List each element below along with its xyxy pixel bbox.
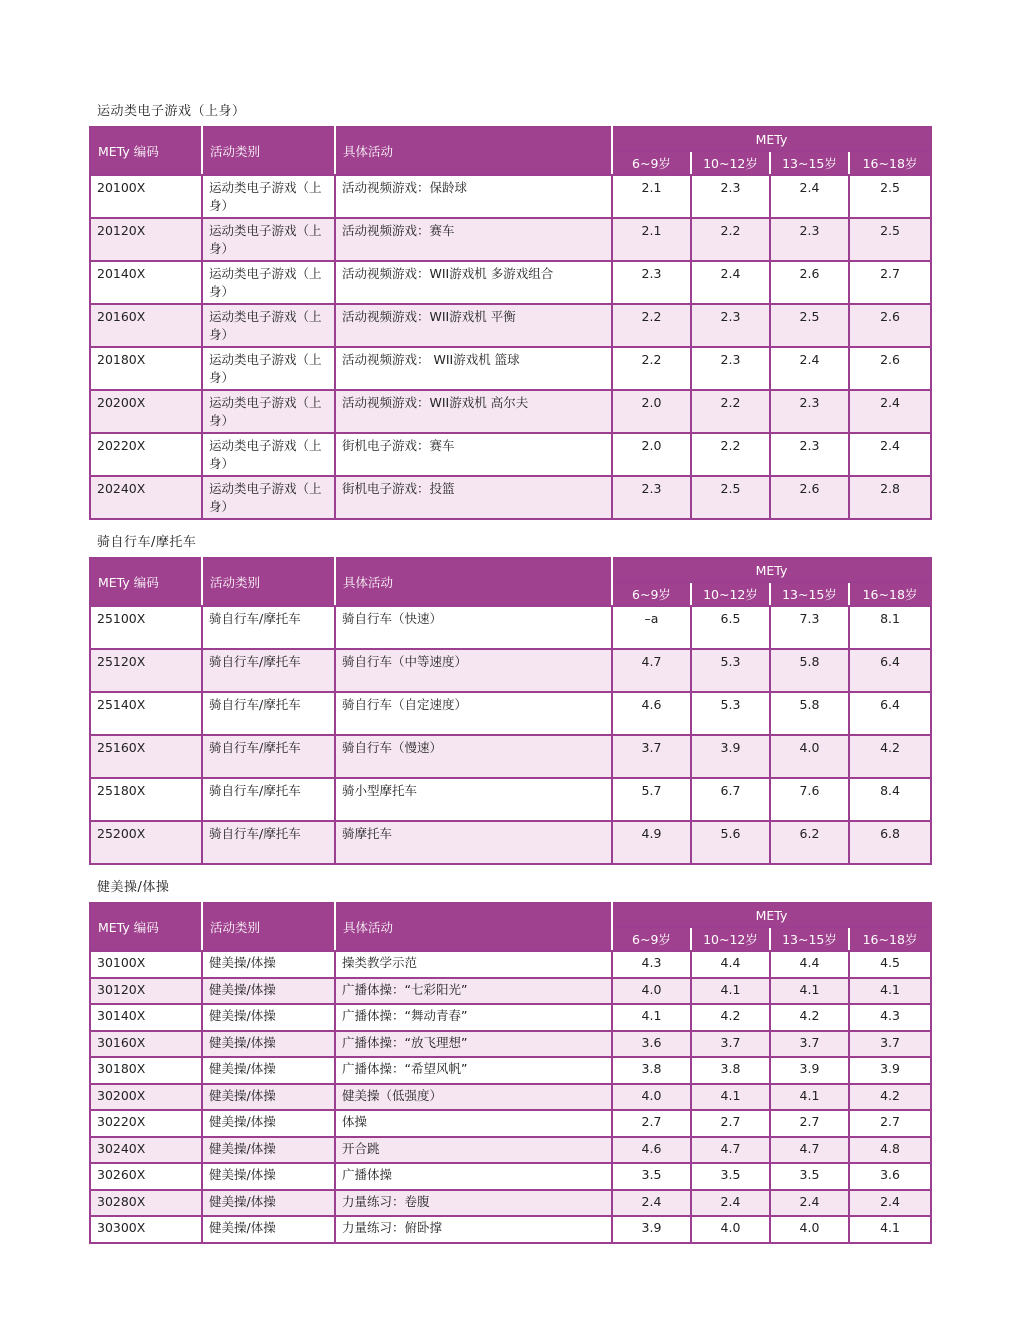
cell-mety-10-12: 2.4	[691, 1190, 770, 1217]
cell-mety-16-18: 2.6	[849, 304, 931, 347]
cell-mety-10-12: 4.2	[691, 1004, 770, 1031]
cell-activity: 活动视频游戏：WII游戏机 高尔夫	[335, 390, 612, 433]
cell-code: 30220X	[90, 1110, 202, 1137]
table-row	[90, 304, 931, 347]
cell-category: 健美操/体操	[202, 1004, 335, 1031]
table-row	[90, 433, 931, 476]
cell-category: 健美操/体操	[202, 1163, 335, 1190]
cell-mety-16-18: 4.2	[849, 1084, 931, 1111]
table-row	[90, 778, 931, 821]
cell-category: 健美操/体操	[202, 978, 335, 1005]
cell-mety-10-12: 3.7	[691, 1031, 770, 1058]
cell-code: 30200X	[90, 1084, 202, 1111]
cell-mety-13-15: 7.6	[770, 778, 849, 821]
cell-code: 20240X	[90, 476, 202, 519]
cell-mety-6-9: 4.0	[612, 978, 691, 1005]
cell-mety-6-9: 2.4	[612, 1190, 691, 1217]
cell-mety-16-18: 3.6	[849, 1163, 931, 1190]
cell-activity: 活动视频游戏：赛车	[335, 218, 612, 261]
table-row	[90, 347, 931, 390]
cell-code: 30300X	[90, 1216, 202, 1243]
cell-activity: 活动视频游戏：WII游戏机 多游戏组合	[335, 261, 612, 304]
header-code: METy 编码	[90, 558, 202, 606]
cell-activity: 体操	[335, 1110, 612, 1137]
cell-category: 健美操/体操	[202, 951, 335, 978]
table-row	[90, 1004, 931, 1031]
cell-mety-13-15: 4.7	[770, 1137, 849, 1164]
cell-mety-10-12: 4.7	[691, 1137, 770, 1164]
cell-category: 运动类电子游戏（上身）	[202, 218, 335, 261]
cell-activity: 骑摩托车	[335, 821, 612, 864]
cell-code: 30100X	[90, 951, 202, 978]
cell-mety-13-15: 2.3	[770, 390, 849, 433]
header-age-13-15: 13~15岁	[770, 151, 849, 175]
cell-mety-10-12: 4.0	[691, 1216, 770, 1243]
cell-activity: 力量练习：俯卧撑	[335, 1216, 612, 1243]
cell-activity: 活动视频游戏：WII游戏机 平衡	[335, 304, 612, 347]
cell-category: 健美操/体操	[202, 1031, 335, 1058]
table-row	[90, 390, 931, 433]
cell-mety-6-9: –a	[612, 606, 691, 649]
cell-code: 20200X	[90, 390, 202, 433]
table-row	[90, 649, 931, 692]
cell-mety-13-15: 4.0	[770, 735, 849, 778]
header-code: METy 编码	[90, 127, 202, 175]
table-row	[90, 1216, 931, 1243]
cell-activity: 街机电子游戏：赛车	[335, 433, 612, 476]
cell-mety-6-9: 4.7	[612, 649, 691, 692]
cell-mety-13-15: 2.4	[770, 1190, 849, 1217]
table-row	[90, 261, 931, 304]
cell-mety-6-9: 4.9	[612, 821, 691, 864]
cell-mety-13-15: 2.5	[770, 304, 849, 347]
header-age-6-9: 6~9岁	[612, 151, 691, 175]
table-row	[90, 218, 931, 261]
cell-mety-6-9: 2.3	[612, 261, 691, 304]
cell-mety-16-18: 2.4	[849, 1190, 931, 1217]
cell-activity: 开合跳	[335, 1137, 612, 1164]
cell-activity: 骑自行车（慢速）	[335, 735, 612, 778]
cell-mety-10-12: 2.2	[691, 218, 770, 261]
header-category: 活动类别	[202, 903, 335, 951]
cell-mety-10-12: 2.4	[691, 261, 770, 304]
cell-activity: 操类教学示范	[335, 951, 612, 978]
cell-code: 20220X	[90, 433, 202, 476]
table-row	[90, 1057, 931, 1084]
cell-mety-13-15: 3.9	[770, 1057, 849, 1084]
cell-mety-10-12: 4.4	[691, 951, 770, 978]
cell-code: 30240X	[90, 1137, 202, 1164]
cell-mety-10-12: 3.9	[691, 735, 770, 778]
table-row	[90, 1084, 931, 1111]
cell-mety-13-15: 4.4	[770, 951, 849, 978]
cell-mety-10-12: 5.3	[691, 649, 770, 692]
cell-mety-16-18: 4.5	[849, 951, 931, 978]
cell-mety-16-18: 2.4	[849, 433, 931, 476]
cell-category: 骑自行车/摩托车	[202, 692, 335, 735]
cell-mety-13-15: 4.1	[770, 978, 849, 1005]
cell-mety-16-18: 2.7	[849, 261, 931, 304]
cell-mety-16-18: 4.1	[849, 978, 931, 1005]
header-mety-group: METy	[612, 558, 931, 582]
cell-mety-6-9: 2.2	[612, 347, 691, 390]
cell-activity: 力量练习：卷腹	[335, 1190, 612, 1217]
cell-category: 运动类电子游戏（上身）	[202, 261, 335, 304]
cell-mety-6-9: 4.0	[612, 1084, 691, 1111]
cell-mety-10-12: 2.7	[691, 1110, 770, 1137]
cell-mety-13-15: 7.3	[770, 606, 849, 649]
cell-code: 25120X	[90, 649, 202, 692]
table-row	[90, 1190, 931, 1217]
cell-mety-6-9: 2.3	[612, 476, 691, 519]
cell-category: 健美操/体操	[202, 1216, 335, 1243]
cell-mety-13-15: 6.2	[770, 821, 849, 864]
cell-category: 运动类电子游戏（上身）	[202, 433, 335, 476]
cell-mety-10-12: 4.1	[691, 978, 770, 1005]
section-title-video-games: 运动类电子游戏（上身）	[97, 104, 246, 119]
cell-activity: 骑自行车（快速）	[335, 606, 612, 649]
header-code: METy 编码	[90, 903, 202, 951]
header-category: 活动类别	[202, 558, 335, 606]
section-title-cycling: 骑自行车/摩托车	[97, 535, 197, 550]
header-age-16-18: 16~18岁	[849, 927, 931, 951]
cell-activity: 骑小型摩托车	[335, 778, 612, 821]
cell-mety-13-15: 4.1	[770, 1084, 849, 1111]
cell-mety-16-18: 4.1	[849, 1216, 931, 1243]
cell-activity: 活动视频游戏：保龄球	[335, 175, 612, 218]
cell-mety-10-12: 2.5	[691, 476, 770, 519]
cell-mety-16-18: 6.8	[849, 821, 931, 864]
cell-mety-13-15: 2.4	[770, 175, 849, 218]
header-activity: 具体活动	[335, 903, 612, 951]
cell-mety-10-12: 6.7	[691, 778, 770, 821]
cell-mety-16-18: 2.6	[849, 347, 931, 390]
cell-mety-13-15: 4.2	[770, 1004, 849, 1031]
cell-category: 运动类电子游戏（上身）	[202, 347, 335, 390]
table-row	[90, 1137, 931, 1164]
cell-mety-10-12: 2.3	[691, 347, 770, 390]
cell-mety-13-15: 2.6	[770, 476, 849, 519]
cell-activity: 街机电子游戏：投篮	[335, 476, 612, 519]
table-row	[90, 606, 931, 649]
cell-mety-6-9: 3.5	[612, 1163, 691, 1190]
cell-mety-10-12: 2.2	[691, 433, 770, 476]
cell-mety-13-15: 2.3	[770, 218, 849, 261]
header-age-16-18: 16~18岁	[849, 151, 931, 175]
mety-table-cycling	[89, 557, 932, 865]
cell-mety-16-18: 4.2	[849, 735, 931, 778]
cell-mety-13-15: 3.7	[770, 1031, 849, 1058]
cell-mety-16-18: 6.4	[849, 649, 931, 692]
cell-mety-6-9: 4.6	[612, 692, 691, 735]
table-row	[90, 978, 931, 1005]
cell-code: 30280X	[90, 1190, 202, 1217]
cell-category: 骑自行车/摩托车	[202, 778, 335, 821]
header-activity: 具体活动	[335, 558, 612, 606]
cell-mety-13-15: 5.8	[770, 692, 849, 735]
cell-mety-6-9: 2.0	[612, 433, 691, 476]
header-age-10-12: 10~12岁	[691, 582, 770, 606]
cell-mety-16-18: 3.9	[849, 1057, 931, 1084]
cell-mety-6-9: 2.1	[612, 218, 691, 261]
cell-mety-6-9: 5.7	[612, 778, 691, 821]
header-age-16-18: 16~18岁	[849, 582, 931, 606]
cell-mety-6-9: 2.7	[612, 1110, 691, 1137]
cell-category: 健美操/体操	[202, 1190, 335, 1217]
mety-table-aerobics	[89, 902, 932, 1244]
cell-category: 健美操/体操	[202, 1137, 335, 1164]
cell-mety-6-9: 3.7	[612, 735, 691, 778]
cell-mety-13-15: 5.8	[770, 649, 849, 692]
cell-category: 健美操/体操	[202, 1110, 335, 1137]
cell-category: 骑自行车/摩托车	[202, 735, 335, 778]
table-row	[90, 951, 931, 978]
cell-mety-16-18: 4.3	[849, 1004, 931, 1031]
cell-activity: 骑自行车（中等速度）	[335, 649, 612, 692]
cell-activity: 广播体操：“希望风帆”	[335, 1057, 612, 1084]
cell-code: 25200X	[90, 821, 202, 864]
cell-category: 骑自行车/摩托车	[202, 649, 335, 692]
cell-activity: 广播体操：“舞动青春”	[335, 1004, 612, 1031]
cell-code: 20120X	[90, 218, 202, 261]
cell-category: 运动类电子游戏（上身）	[202, 304, 335, 347]
cell-mety-6-9: 2.0	[612, 390, 691, 433]
cell-mety-6-9: 4.6	[612, 1137, 691, 1164]
cell-mety-16-18: 8.1	[849, 606, 931, 649]
cell-mety-10-12: 5.3	[691, 692, 770, 735]
cell-mety-16-18: 2.5	[849, 218, 931, 261]
cell-category: 运动类电子游戏（上身）	[202, 476, 335, 519]
cell-category: 健美操/体操	[202, 1084, 335, 1111]
cell-activity: 健美操（低强度）	[335, 1084, 612, 1111]
cell-mety-6-9: 2.1	[612, 175, 691, 218]
table-row	[90, 476, 931, 519]
cell-mety-10-12: 6.5	[691, 606, 770, 649]
header-age-6-9: 6~9岁	[612, 927, 691, 951]
header-category: 活动类别	[202, 127, 335, 175]
cell-code: 25100X	[90, 606, 202, 649]
cell-mety-13-15: 2.6	[770, 261, 849, 304]
table-row	[90, 1031, 931, 1058]
cell-code: 30140X	[90, 1004, 202, 1031]
cell-mety-6-9: 3.6	[612, 1031, 691, 1058]
cell-mety-6-9: 2.2	[612, 304, 691, 347]
header-age-13-15: 13~15岁	[770, 927, 849, 951]
cell-mety-13-15: 2.3	[770, 433, 849, 476]
cell-category: 运动类电子游戏（上身）	[202, 175, 335, 218]
cell-mety-16-18: 8.4	[849, 778, 931, 821]
cell-mety-10-12: 2.3	[691, 304, 770, 347]
cell-category: 骑自行车/摩托车	[202, 606, 335, 649]
header-age-6-9: 6~9岁	[612, 582, 691, 606]
cell-activity: 广播体操	[335, 1163, 612, 1190]
cell-mety-10-12: 2.3	[691, 175, 770, 218]
cell-mety-10-12: 5.6	[691, 821, 770, 864]
cell-code: 20100X	[90, 175, 202, 218]
cell-mety-16-18: 2.4	[849, 390, 931, 433]
header-age-13-15: 13~15岁	[770, 582, 849, 606]
cell-mety-16-18: 2.7	[849, 1110, 931, 1137]
cell-mety-16-18: 4.8	[849, 1137, 931, 1164]
cell-mety-6-9: 3.9	[612, 1216, 691, 1243]
cell-code: 30260X	[90, 1163, 202, 1190]
cell-activity: 广播体操：“七彩阳光”	[335, 978, 612, 1005]
table-row	[90, 175, 931, 218]
cell-mety-13-15: 2.7	[770, 1110, 849, 1137]
cell-category: 运动类电子游戏（上身）	[202, 390, 335, 433]
cell-code: 20160X	[90, 304, 202, 347]
cell-code: 30120X	[90, 978, 202, 1005]
cell-category: 骑自行车/摩托车	[202, 821, 335, 864]
cell-code: 30160X	[90, 1031, 202, 1058]
cell-mety-6-9: 4.3	[612, 951, 691, 978]
cell-mety-10-12: 2.2	[691, 390, 770, 433]
cell-category: 健美操/体操	[202, 1057, 335, 1084]
table-row	[90, 1110, 931, 1137]
cell-code: 25140X	[90, 692, 202, 735]
cell-mety-6-9: 4.1	[612, 1004, 691, 1031]
cell-mety-13-15: 3.5	[770, 1163, 849, 1190]
cell-code: 20140X	[90, 261, 202, 304]
cell-activity: 骑自行车（自定速度）	[335, 692, 612, 735]
cell-code: 25180X	[90, 778, 202, 821]
header-mety-group: METy	[612, 127, 931, 151]
cell-mety-10-12: 3.5	[691, 1163, 770, 1190]
cell-mety-13-15: 4.0	[770, 1216, 849, 1243]
table-row	[90, 735, 931, 778]
section-title-aerobics: 健美操/体操	[97, 880, 170, 895]
cell-code: 20180X	[90, 347, 202, 390]
cell-mety-16-18: 3.7	[849, 1031, 931, 1058]
cell-mety-16-18: 6.4	[849, 692, 931, 735]
cell-mety-6-9: 3.8	[612, 1057, 691, 1084]
cell-activity: 广播体操：“放飞理想”	[335, 1031, 612, 1058]
header-age-10-12: 10~12岁	[691, 927, 770, 951]
header-mety-group: METy	[612, 903, 931, 927]
cell-mety-10-12: 3.8	[691, 1057, 770, 1084]
cell-mety-13-15: 2.4	[770, 347, 849, 390]
cell-activity: 活动视频游戏： WII游戏机 篮球	[335, 347, 612, 390]
cell-code: 25160X	[90, 735, 202, 778]
cell-mety-16-18: 2.8	[849, 476, 931, 519]
header-activity: 具体活动	[335, 127, 612, 175]
header-age-10-12: 10~12岁	[691, 151, 770, 175]
mety-table-video-games	[89, 126, 932, 520]
table-row	[90, 692, 931, 735]
cell-mety-10-12: 4.1	[691, 1084, 770, 1111]
cell-code: 30180X	[90, 1057, 202, 1084]
table-row	[90, 1163, 931, 1190]
table-row	[90, 821, 931, 864]
cell-mety-16-18: 2.5	[849, 175, 931, 218]
